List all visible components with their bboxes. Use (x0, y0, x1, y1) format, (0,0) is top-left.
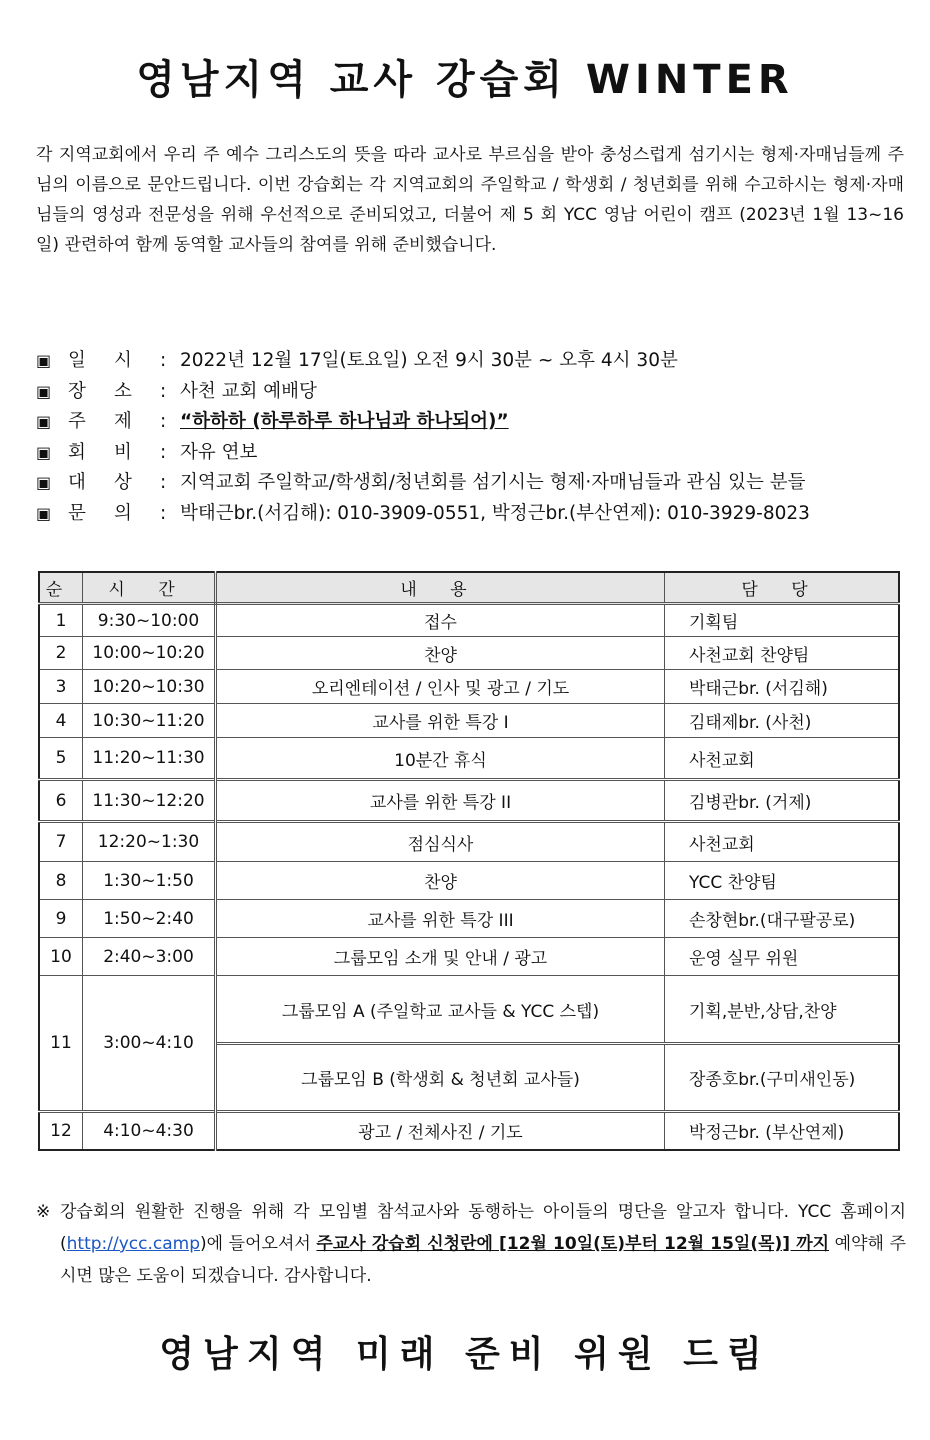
cell-num: 8 (39, 862, 83, 900)
header-time: 시 간 (83, 572, 216, 604)
cell-person: 사천교회 (665, 738, 900, 780)
cell-num: 6 (39, 780, 83, 822)
info-value: 자유 연보 (180, 441, 258, 463)
cell-time: 4:10~4:30 (83, 1112, 216, 1150)
info-fee (36, 438, 916, 469)
table-row (39, 900, 899, 938)
info-label: 대 상 : (68, 472, 167, 493)
bullet-square-icon: ▣ (36, 442, 52, 462)
info-label: 회 비 : (68, 441, 167, 463)
cell-content: 교사를 위한 특강 III (216, 900, 665, 938)
info-value: 사천 교회 예배당 (180, 380, 317, 402)
page-title: 영남지역 교사 강습회 WINTER (136, 57, 794, 103)
cell-content: 찬양 (216, 637, 665, 670)
event-info-list (36, 346, 916, 529)
bullet-square-icon: ▣ (36, 473, 52, 492)
cell-time: 10:20~10:30 (83, 670, 216, 704)
cell-content: 교사를 위한 특강 II (216, 780, 665, 822)
cell-time: 11:30~12:20 (83, 780, 216, 822)
cell-content: 점심식사 (216, 822, 665, 862)
reference-mark-icon: ※ (36, 1202, 51, 1222)
cell-time: 1:30~1:50 (83, 862, 216, 900)
bullet-square-icon: ▣ (36, 412, 52, 431)
cell-time: 11:20~11:30 (83, 738, 216, 780)
cell-content: 접수 (216, 604, 665, 637)
ycc-homepage-link[interactable]: http://ycc.camp (66, 1234, 200, 1254)
cell-time: 9:30~10:00 (83, 604, 216, 637)
cell-time: 10:00~10:20 (83, 637, 216, 670)
table-row (39, 1112, 899, 1150)
info-label: 장 소 : (68, 380, 167, 402)
cell-content: 10분간 휴식 (216, 738, 665, 780)
table-row (39, 704, 899, 738)
notice-text: )에 들어오셔서 (200, 1234, 317, 1254)
cell-content: 그룹모임 B (학생회 & 청년회 교사들) (216, 1044, 665, 1112)
info-target (36, 468, 916, 499)
info-place (36, 377, 916, 408)
info-value: “하하하 (하루하루 하나님과 하나되어)” (180, 411, 509, 432)
table-row (39, 822, 899, 862)
intro-paragraph: 각 지역교회에서 우리 주 예수 그리스도의 뜻을 따라 교사로 부르심을 받아 충성스럽게 섬기시는 형제·자매님들께 주님의 이름으로 문안드립니다. 이번 강습회는 각 지역교회의 주일학교 / 학생회 / 청년회를 위해 수고하시는 형제·자매님들의 영성과 전문성을 위해 우선적으로 준비되었고, 더불어 제 5 회 YCC 영남 어린이 캠프 (2023년 1월 13~16일) 관련하여 함께 동역할 교사들의 참여를 위해 준비했습니다. (36, 145, 904, 255)
cell-person: 운영 실무 위원 (665, 938, 900, 976)
cell-person: 박정근br. (부산연제) (665, 1112, 900, 1150)
bullet-square-icon: ▣ (36, 503, 52, 523)
cell-num: 9 (39, 900, 83, 938)
header-person: 담 당 (665, 572, 900, 604)
cell-num: 7 (39, 822, 83, 862)
cell-content: 그룹모임 소개 및 안내 / 광고 (216, 938, 665, 976)
cell-num: 12 (39, 1112, 83, 1150)
cell-num: 10 (39, 938, 83, 976)
info-label: 문 의 : (68, 502, 167, 524)
registration-notice (36, 1196, 906, 1292)
info-contact (36, 499, 916, 530)
cell-person: 장종호br.(구미새인동) (665, 1044, 900, 1112)
table-row (39, 670, 899, 704)
cell-person: 손창현br.(대구팔공로) (665, 900, 900, 938)
table-row (39, 604, 899, 637)
cell-num: 11 (39, 976, 83, 1112)
table-row (39, 938, 899, 976)
cell-person: 사천교회 찬양팀 (665, 637, 900, 670)
footer-signature: 영남지역 미래 준비 위원 드림 (159, 1334, 771, 1375)
bullet-square-icon: ▣ (36, 351, 52, 370)
cell-content: 교사를 위한 특강 I (216, 704, 665, 738)
cell-content: 찬양 (216, 862, 665, 900)
table-row (39, 637, 899, 670)
bullet-square-icon: ▣ (36, 381, 52, 401)
cell-time: 2:40~3:00 (83, 938, 216, 976)
cell-num: 2 (39, 637, 83, 670)
info-value: 박태근br.(서김해): 010-3909-0551, 박정근br.(부산연제): 010-3929-8023 (180, 502, 810, 524)
cell-num: 1 (39, 604, 83, 637)
notice-emphasis: 주교사 강습회 신청란에 [12월 10일(토)부터 12월 15일(목)] 까지 (316, 1234, 830, 1254)
schedule-table (38, 571, 900, 1151)
info-date (36, 346, 916, 377)
cell-person: 기획팀 (665, 604, 900, 637)
header-content: 내 용 (216, 572, 665, 604)
cell-person: 박태근br. (서김해) (665, 670, 900, 704)
table-header-row (39, 572, 899, 604)
table-row (39, 976, 899, 1044)
cell-person: 사천교회 (665, 822, 900, 862)
info-value: 2022년 12월 17일(토요일) 오전 9시 30분 ~ 오후 4시 30분 (180, 350, 678, 371)
notice-text: 예약해 주시면 많은 도움이 되겠습니다. 감사합니다. (60, 1234, 906, 1286)
cell-num: 5 (39, 738, 83, 780)
info-label: 주 제 : (68, 411, 167, 432)
cell-content: 오리엔테이션 / 인사 및 광고 / 기도 (216, 670, 665, 704)
notice-text: 강습회의 원활한 진행을 위해 각 모임별 참석교사와 동행하는 아이들의 명단을 알고자 합니다. YCC 홈페이지( (60, 1202, 906, 1254)
cell-time: 12:20~1:30 (83, 822, 216, 862)
header-num: 순 (39, 572, 83, 604)
info-label: 일 시 : (68, 350, 167, 371)
cell-time: 1:50~2:40 (83, 900, 216, 938)
cell-content: 광고 / 전체사진 / 기도 (216, 1112, 665, 1150)
table-row (39, 738, 899, 780)
cell-person: 김병관br. (거제) (665, 780, 900, 822)
table-row (39, 862, 899, 900)
cell-person: 김태제br. (사천) (665, 704, 900, 738)
table-row (39, 780, 899, 822)
cell-person: YCC 찬양팀 (665, 862, 900, 900)
cell-person: 기획,분반,상담,찬양 (665, 976, 900, 1044)
cell-content: 그룹모임 A (주일학교 교사들 & YCC 스텝) (216, 976, 665, 1044)
info-value: 지역교회 주일학교/학생회/청년회를 섬기시는 형제·자매님들과 관심 있는 분들 (180, 472, 806, 493)
cell-time: 3:00~4:10 (83, 976, 216, 1112)
cell-num: 4 (39, 704, 83, 738)
cell-time: 10:30~11:20 (83, 704, 216, 738)
info-theme (36, 407, 916, 438)
cell-num: 3 (39, 670, 83, 704)
